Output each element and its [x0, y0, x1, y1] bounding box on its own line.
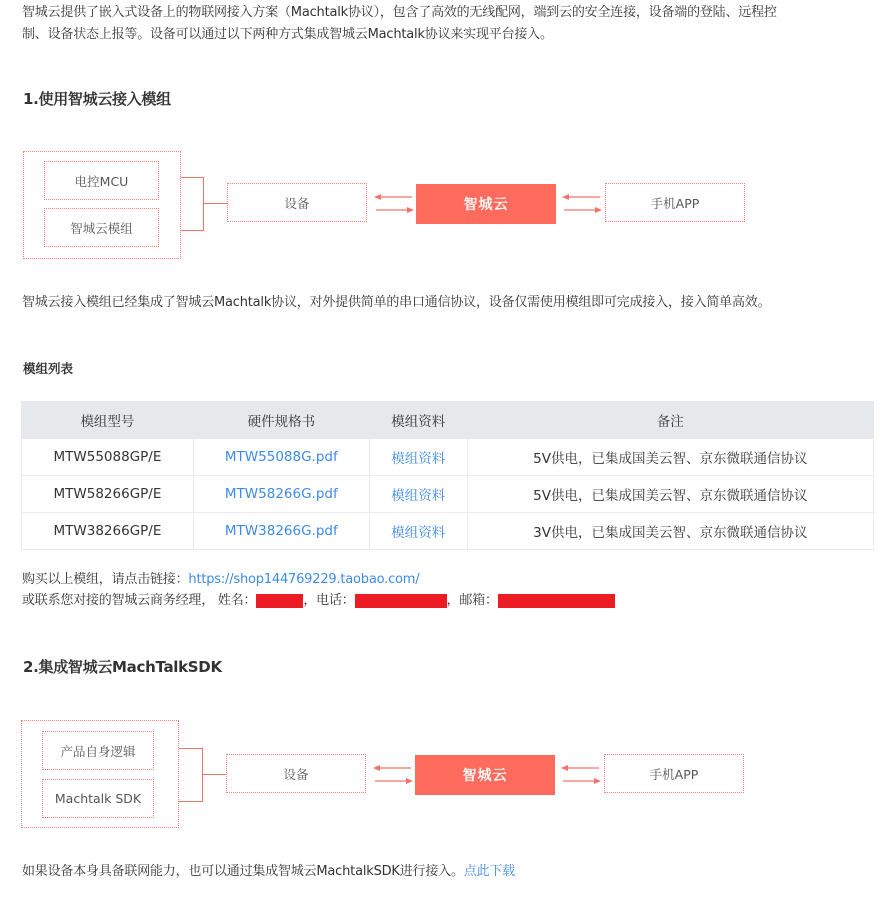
connector-line [181, 177, 204, 178]
contact-prefix: 或联系您对接的智城云商务经理， 姓名： [22, 593, 257, 608]
col-header-model: 模组型号 [22, 402, 194, 439]
cell-note: 3V供电，已集成国美云智、京东微联通信协议 [467, 513, 873, 550]
redacted-email [498, 594, 615, 608]
arrow-left-icon [373, 762, 413, 774]
diagram-cloud-box [416, 184, 556, 224]
module-docs-link[interactable]: 模组资料 [369, 513, 467, 550]
mcu-label: 电控MCU [74, 173, 129, 189]
module-docs-link[interactable]: 模组资料 [369, 439, 467, 476]
arrow-right-icon [373, 775, 413, 787]
arrow-right-icon [561, 775, 601, 787]
module-table [21, 401, 874, 550]
section2-title: 2.集成智城云MachTalkSDK [23, 658, 222, 676]
cell-note: 5V供电，已集成国美云智、京东微联通信协议 [467, 439, 873, 476]
cell-model: MTW58266GP/E [22, 476, 194, 513]
connector-line [181, 230, 204, 231]
diagram-device-box [226, 754, 366, 793]
product-logic-label: 产品自身逻辑 [60, 743, 136, 759]
diagram-app-box [604, 754, 744, 793]
device-label: 设备 [284, 195, 310, 211]
module-label: 智城云模组 [70, 220, 133, 236]
arrow-right-icon [562, 204, 602, 216]
app-label: 手机APP [650, 195, 700, 211]
table-header-row [22, 402, 874, 439]
connector-line [202, 774, 227, 775]
section2-description-text: 如果设备本身具备联网能力，也可以通过集成智城云MachtalkSDK进行接入。 [22, 864, 464, 879]
arrow-right-icon [374, 204, 414, 216]
diagram-device-box [227, 183, 367, 222]
cloud-label: 智城云 [463, 197, 509, 213]
redacted-name [256, 594, 303, 608]
purchase-info [22, 569, 882, 611]
sdk-download-link[interactable]: 点此下载 [463, 864, 515, 879]
phone-label: ，电话： [303, 593, 355, 608]
contact-line [22, 590, 882, 611]
diagram-module-box [44, 208, 159, 247]
spec-pdf-link[interactable]: MTW58266G.pdf [193, 476, 369, 513]
cloud-label: 智城云 [462, 768, 508, 784]
taobao-shop-link[interactable]: https://shop144769229.taobao.com/ [188, 572, 420, 587]
connector-line [203, 177, 204, 231]
intro-paragraph [22, 2, 882, 46]
spec-pdf-link[interactable]: MTW38266G.pdf [193, 513, 369, 550]
redacted-phone [355, 594, 447, 608]
section1-title: 1.使用智城云接入模组 [23, 90, 171, 108]
connector-line [179, 748, 203, 749]
diagram-mcu-box [44, 161, 159, 200]
arrow-left-icon [562, 191, 602, 203]
module-list-title: 模组列表 [23, 361, 74, 376]
cell-model: MTW38266GP/E [22, 513, 194, 550]
connector-line [179, 801, 203, 802]
spec-pdf-link[interactable]: MTW55088G.pdf [193, 439, 369, 476]
purchase-prefix: 购买以上模组，请点击链接： [22, 572, 189, 587]
table-row [22, 476, 874, 513]
intro-line-2: 制、设备状态上报等。设备可以通过以下两种方式集成智城云Machtalk协议来实现平台接入。 [22, 27, 553, 42]
diagram-sdk-box [42, 779, 154, 818]
cell-model: MTW55088GP/E [22, 439, 194, 476]
arrow-left-icon [374, 191, 414, 203]
intro-line-1: 智城云提供了嵌入式设备上的物联网接入方案（Machtalk协议），包含了高效的无线配网，端到云的安全连接，设备端的登陆、远程控 [22, 5, 777, 20]
diagram-product-logic-box [42, 731, 154, 770]
cell-note: 5V供电，已集成国美云智、京东微联通信协议 [467, 476, 873, 513]
col-header-note: 备注 [467, 402, 873, 439]
purchase-line [22, 569, 882, 590]
device-label: 设备 [283, 766, 309, 782]
diagram-app-box [605, 183, 745, 222]
app-label: 手机APP [649, 766, 699, 782]
sdk-label: Machtalk SDK [54, 791, 142, 806]
module-docs-link[interactable]: 模组资料 [369, 476, 467, 513]
email-label: ，邮箱： [446, 593, 498, 608]
col-header-docs: 模组资料 [369, 402, 467, 439]
section1-description: 智城云接入模组已经集成了智城云Machtalk协议，对外提供简单的串口通信协议，设备仅需使用模组即可完成接入，接入简单高效。 [22, 295, 771, 310]
table-row [22, 513, 874, 550]
arrow-left-icon [561, 762, 601, 774]
connector-line [202, 748, 203, 802]
col-header-spec: 硬件规格书 [193, 402, 369, 439]
connector-line [203, 203, 228, 204]
diagram-cloud-box [415, 755, 555, 795]
table-row [22, 439, 874, 476]
section2-description [22, 861, 882, 883]
